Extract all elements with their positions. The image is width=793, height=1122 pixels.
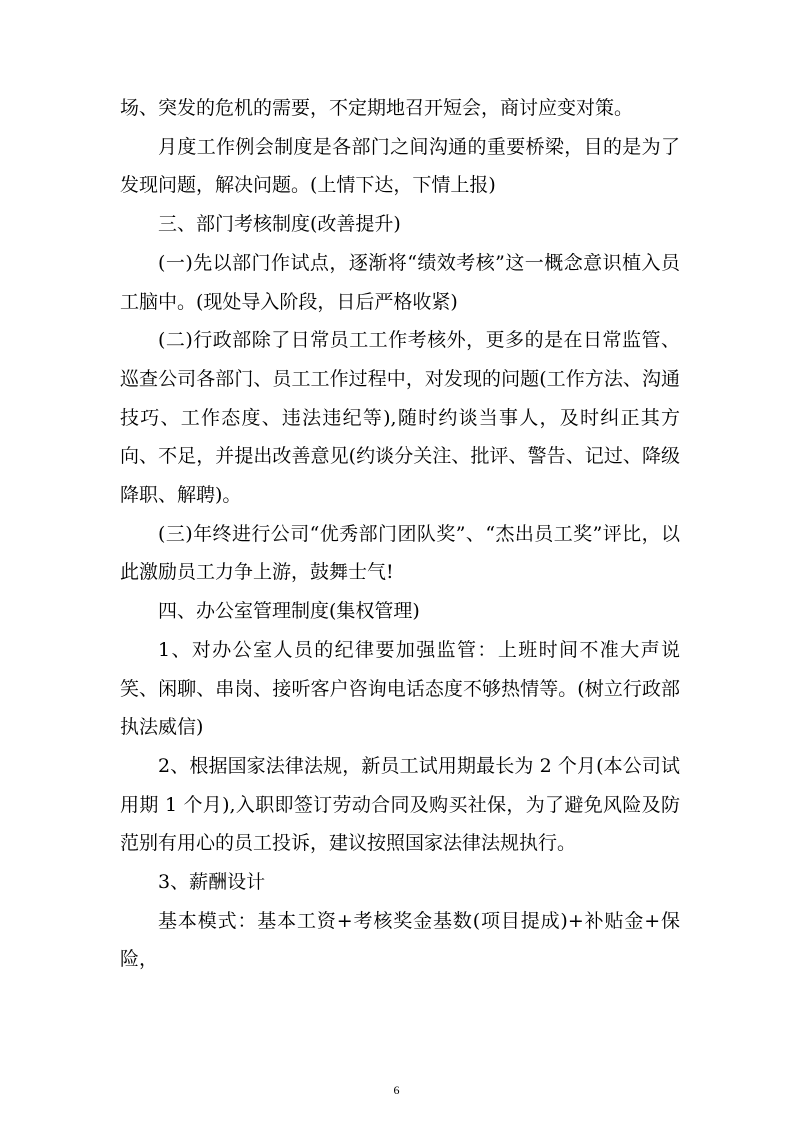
paragraph-1: 场、突发的危机的需要，不定期地召开短会，商讨应变对策。 xyxy=(120,97,634,119)
section-heading-3: 三、部门考核制度(改善提升) xyxy=(158,213,401,236)
paragraph-6: (三)年终进行公司“优秀部门团队奖”、“杰出员工奖”评比，以此激励员工力争上游，鼓舞士气! xyxy=(120,522,680,584)
section-heading-4: 四、办公室管理制度(集权管理) xyxy=(158,600,420,623)
document-body xyxy=(120,89,680,979)
paragraph-8: 1、对办公室人员的纪律要加强监管：上班时间不准大声说笑、闲聊、串岗、接听客户咨询电话态度不够热情等。(树立行政部执法威信) xyxy=(120,638,680,739)
paragraph-2: 月度工作例会制度是各部门之间沟通的重要桥梁，目的是为了发现问题，解决问题。(上情下达，下情上报) xyxy=(120,135,680,197)
paragraph-9: 2、根据国家法律法规，新员工试用期最长为 2 个月(本公司试用期 1 个月),入职即签订劳动合同及购买社保，为了避免风险及防范别有用心的员工投诉，建议按照国家法律法规执行。 xyxy=(120,754,680,855)
page-number: 6 xyxy=(393,1083,400,1097)
sub-heading-salary: 3、薪酬设计 xyxy=(158,871,266,894)
paragraph-11: 基本模式：基本工资+考核奖金基数(项目提成)+补贴金+保险， xyxy=(120,909,680,971)
paragraph-5: (二)行政部除了日常员工工作考核外，更多的是在日常监管、巡查公司各部门、员工工作过程中，对发现的问题(工作方法、沟通技巧、工作态度、违法违纪等),随时约谈当事人，及时纠正其方向、不足，并提出改善意见(约谈分关注、批评、警告、记过、降级降职、解聘)。 xyxy=(120,329,680,507)
paragraph-4: (一)先以部门作试点，逐渐将“绩效考核”这一概念意识植入员工脑中。(现处导入阶段，日后严格收紧) xyxy=(120,251,680,313)
